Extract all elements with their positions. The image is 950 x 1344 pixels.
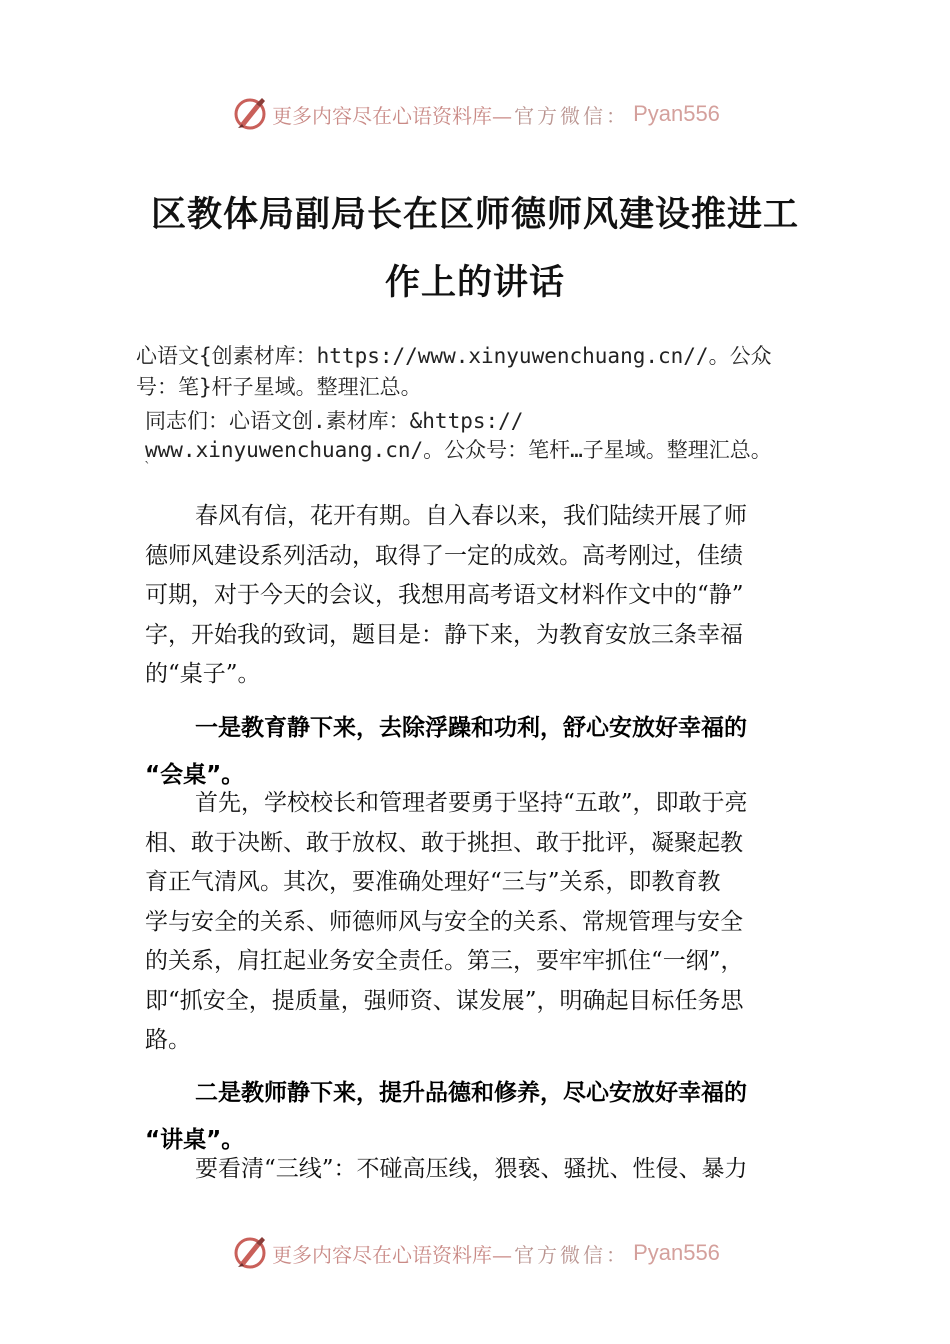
source-line: www.xinyuwenchuang.cn/。公众号：笔杆…子星域。整理汇总。 — [145, 438, 772, 462]
paragraph-line: 育正气清风。其次，要准确处理好“三与”关系，即教育教 — [145, 869, 721, 895]
footer-banner — [0, 1231, 950, 1275]
paragraph-line: 学与安全的关系、师德师风与安全的关系、常规管理与安全 — [145, 908, 743, 935]
banner-wechat-id: Pyan556 — [633, 1240, 720, 1265]
paragraph-line: 德师风建设系列活动，取得了一定的成效。高考刚过，佳绩 — [145, 542, 743, 569]
paragraph-line: 相、敢于决断、敢于放权、敢于挑担、敢于批评，凝聚起教 — [145, 829, 743, 856]
paragraph-line: 的关系，肩扛起业务安全责任。第三，要牢牢抓住“一纲”， — [145, 948, 744, 974]
paragraph-line: 路。 — [145, 1027, 191, 1053]
paragraph-line: 首先，学校校长和管理者要勇于坚持“五敢”，即敢于亮 — [195, 790, 748, 816]
page-title-line-1: 区教体局副局长在区师德师风建设推进工 — [150, 195, 799, 235]
source-line: 心语文{创素材库：https://www.xinyuwenchuang.cn//。公众 — [136, 344, 772, 368]
heading-line: “讲桌”。 — [145, 1127, 245, 1153]
banner-wechat-label: 官方微信： — [514, 1242, 630, 1267]
paragraph-line: 要看清“三线”：不碰高压线，猥亵、骚扰、性侵、暴力 — [195, 1156, 748, 1182]
paragraph-line: 春风有信，花开有期。自入春以来，我们陆续开展了师 — [195, 503, 747, 529]
page-title-line-2: 作上的讲话 — [384, 263, 565, 303]
source-line: 同志们：心语文创.素材库：&https:// — [145, 409, 524, 433]
intro-paragraph — [145, 497, 825, 695]
pen-logo-icon — [230, 1233, 270, 1273]
source-line: 号：笔}杆子星域。整理汇总。 — [136, 375, 422, 399]
paragraph-line: 可期，对于今天的会议，我想用高考语文材料作文中的“静” — [145, 582, 744, 608]
section-2-body — [145, 1150, 825, 1190]
heading-line: 一是教育静下来，去除浮躁和功利，舒心安放好幸福的 — [195, 715, 747, 741]
banner-text: 更多内容尽在心语资料库— — [272, 1242, 513, 1267]
paragraph-line: 的“桌子”。 — [145, 661, 261, 687]
banner-wechat-label: 官方微信： — [514, 103, 630, 128]
stray-mark: ` — [144, 460, 151, 476]
section-1-body — [145, 784, 825, 1061]
pen-logo-icon — [230, 94, 270, 134]
heading-line: “会桌”。 — [145, 762, 245, 788]
banner-text: 更多内容尽在心语资料库— — [272, 103, 513, 128]
paragraph-line: 字，开始我的致词，题目是：静下来，为教育安放三条幸福 — [145, 621, 743, 648]
heading-line: 二是教师静下来，提升品德和修养，尽心安放好幸福的 — [195, 1080, 747, 1106]
header-banner — [0, 92, 950, 136]
banner-wechat-id: Pyan556 — [633, 101, 720, 126]
paragraph-line: 即“抓安全，提质量，强师资、谋发展”，明确起目标任务思 — [145, 987, 744, 1014]
